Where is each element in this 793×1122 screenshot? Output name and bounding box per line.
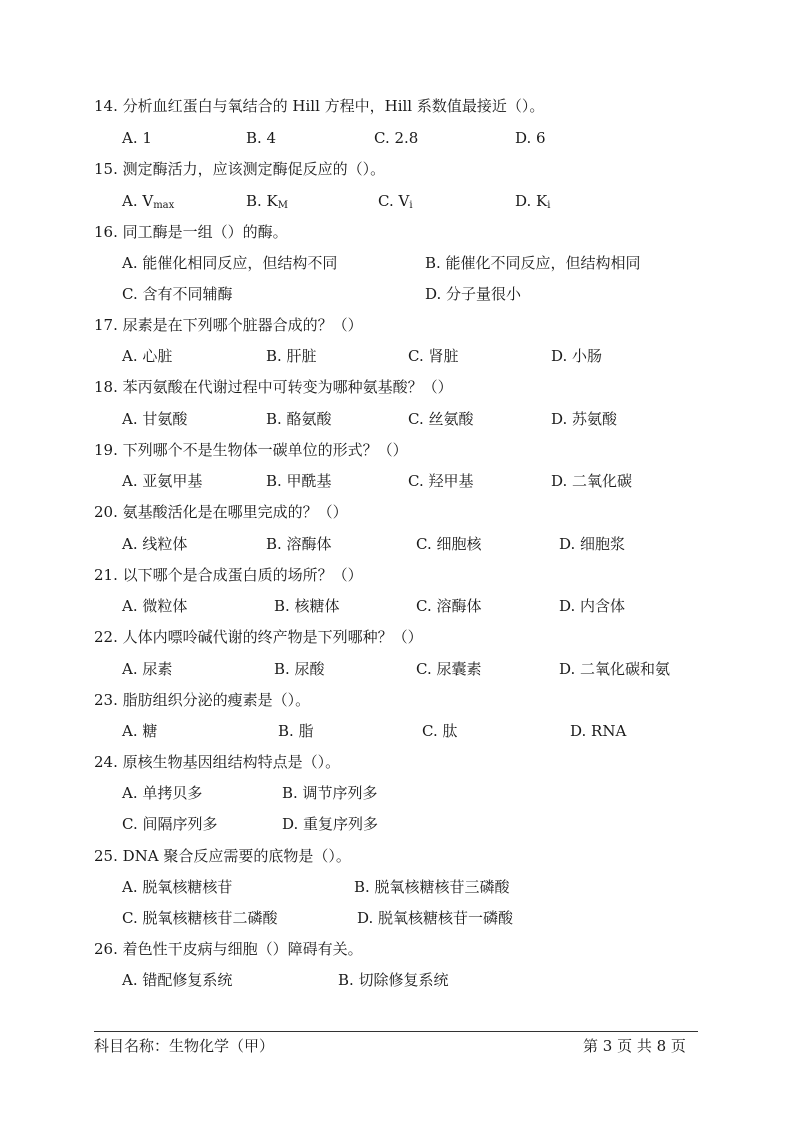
question-25-option-b: B. 脱氧核糖核苷三磷酸 [354,878,510,896]
question-23-option-d: D. RNA [570,722,627,740]
question-16-stem: 16. 同工酶是一组（）的酶。 [94,223,288,241]
question-22-option-b: B. 尿酸 [274,660,325,678]
question-17-option-b: B. 肝脏 [266,347,317,365]
question-15-option-a: A. $V_{max}$ [122,192,175,211]
question-20-stem: 20. 氨基酸活化是在哪里完成的？（） [94,503,348,521]
question-19-stem: 19. 下列哪个不是生物体一碳单位的形式？（） [94,441,408,459]
question-21-option-c: C. 溶酶体 [416,597,482,615]
question-18-option-d: D. 苏氨酸 [551,410,618,428]
question-18-option-c: C. 丝氨酸 [408,410,474,428]
question-16-option-c: C. 含有不同辅酶 [122,285,233,303]
question-25-option-d: D. 脱氧核糖核苷一磷酸 [357,909,514,927]
question-23-stem: 23. 脂肪组织分泌的瘦素是（）。 [94,691,311,709]
question-20-option-d: D. 细胞浆 [559,535,626,553]
question-26-stem: 26. 着色性干皮病与细胞（）障碍有关。 [94,940,363,958]
question-24-option-b: B. 调节序列多 [282,784,378,802]
question-14-option-b: B. 4 [246,129,277,147]
question-21-stem: 21. 以下哪个是合成蛋白质的场所？（） [94,566,363,584]
question-21-option-b: B. 核糖体 [274,597,340,615]
question-25-option-c: C. 脱氧核糖核苷二磷酸 [122,909,278,927]
question-19-option-b: B. 甲酰基 [266,472,332,490]
question-25-option-a: A. 脱氧核糖核苷 [122,878,233,896]
question-18-option-b: B. 酪氨酸 [266,410,332,428]
question-14-stem: 14. 分析血红蛋白与氧结合的 Hill 方程中，Hill 系数值最接近（）。 [94,97,545,115]
footer-page-number: 第 3 页 共 8 页 [583,1037,686,1055]
question-17-option-c: C. 肾脏 [408,347,459,365]
question-16-option-d: D. 分子量很小 [425,285,522,303]
question-24-option-d: D. 重复序列多 [282,815,379,833]
question-23-option-b: B. 脂 [278,722,314,740]
question-14-option-d: D. 6 [515,129,546,147]
question-17-option-a: A. 心脏 [122,347,173,365]
footer-divider [94,1031,698,1032]
question-16-option-b: B. 能催化不同反应，但结构相同 [425,254,641,272]
question-22-option-d: D. 二氧化碳和氨 [559,660,671,678]
question-26-option-a: A. 错配修复系统 [122,971,233,989]
question-26-option-b: B. 切除修复系统 [338,971,449,989]
question-16-option-a: A. 能催化相同反应，但结构不同 [122,254,338,272]
question-20-option-a: A. 线粒体 [122,535,188,553]
question-17-option-d: D. 小肠 [551,347,603,365]
question-22-option-a: A. 尿素 [122,660,173,678]
question-15-stem: 15. 测定酶活力，应该测定酶促反应的（）。 [94,160,386,178]
question-21-option-a: A. 微粒体 [122,597,188,615]
question-19-option-a: A. 亚氨甲基 [122,472,203,490]
question-24-option-c: C. 间隔序列多 [122,815,218,833]
question-22-stem: 22. 人体内嘌呤碱代谢的终产物是下列哪种？（） [94,628,423,646]
question-24-option-a: A. 单拷贝多 [122,784,203,802]
question-24-stem: 24. 原核生物基因组结构特点是（）。 [94,753,341,771]
question-19-option-c: C. 羟甲基 [408,472,474,490]
question-15-option-b: B. $K_M$ [246,192,289,211]
question-14-option-a: A. 1 [122,129,152,147]
question-18-option-a: A. 甘氨酸 [122,410,188,428]
question-20-option-c: C. 细胞核 [416,535,482,553]
question-20-option-b: B. 溶酶体 [266,535,332,553]
question-15-option-c: C. $V_i$ [378,192,413,211]
question-23-option-a: A. 糖 [122,722,158,740]
question-22-option-c: C. 尿囊素 [416,660,482,678]
question-21-option-d: D. 内含体 [559,597,626,615]
question-15-option-d: D. $K_i$ [515,192,551,211]
question-18-stem: 18. 苯丙氨酸在代谢过程中可转变为哪种氨基酸？（） [94,378,453,396]
footer-subject: 科目名称：生物化学（甲） [94,1037,275,1055]
question-17-stem: 17. 尿素是在下列哪个脏器合成的？（） [94,316,363,334]
question-23-option-c: C. 肽 [422,722,458,740]
question-25-stem: 25. DNA 聚合反应需要的底物是（）。 [94,847,351,865]
question-19-option-d: D. 二氧化碳 [551,472,633,490]
question-14-option-c: C. 2.8 [374,129,419,147]
